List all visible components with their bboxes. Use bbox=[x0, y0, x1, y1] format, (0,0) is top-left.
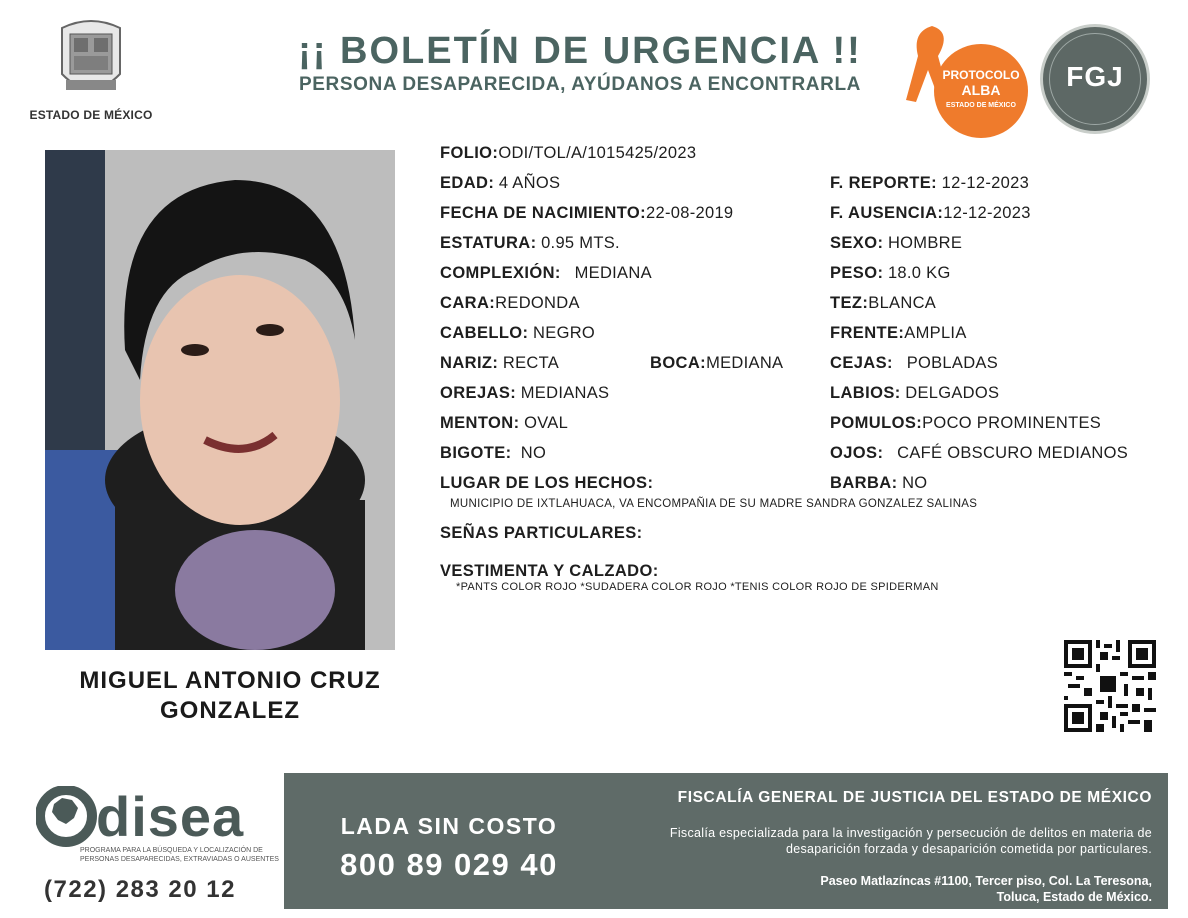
field-value: POCO PROMINENTES bbox=[922, 414, 1102, 432]
field-value: MEDIANA bbox=[574, 264, 652, 282]
child-portrait-icon bbox=[45, 150, 395, 650]
field-label: VESTIMENTA Y CALZADO: bbox=[440, 562, 659, 580]
odisea-logo bbox=[36, 784, 279, 914]
fgj-address-line1: Paseo Matlazíncas #1100, Tercer piso, Col. La Teresona, bbox=[820, 874, 1152, 888]
alba-line3: ESTADO DE MÉXICO bbox=[946, 102, 1016, 109]
field-label: BOCA: bbox=[650, 354, 707, 372]
field-label: CABELLO: bbox=[440, 324, 529, 342]
field-pomulos bbox=[830, 414, 1101, 433]
alba-line1: PROTOCOLO bbox=[942, 68, 1020, 82]
field-complexion bbox=[440, 264, 652, 283]
field-label: BIGOTE: bbox=[440, 444, 512, 462]
field-value: NEGRO bbox=[533, 324, 596, 342]
state-name: ESTADO DE MÉXICO bbox=[29, 108, 153, 122]
field-value: 0.95 MTS. bbox=[541, 234, 620, 252]
field-value: 12-12-2023 bbox=[943, 204, 1031, 222]
field-value: RECTA bbox=[502, 354, 560, 372]
coat-of-arms-icon bbox=[56, 18, 126, 102]
field-value: 4 AÑOS bbox=[498, 174, 561, 192]
field-label: POMULOS: bbox=[830, 414, 923, 432]
field-label: FOLIO: bbox=[440, 144, 499, 162]
field-label: LUGAR DE LOS HECHOS: bbox=[440, 474, 654, 492]
field-value: AMPLIA bbox=[904, 324, 967, 342]
field-label: OREJAS: bbox=[440, 384, 517, 402]
field-estatura bbox=[440, 234, 620, 253]
field-lugar-value: MUNICIPIO DE IXTLAHUACA, VA ENCOMPAÑIA DE SU MADRE SANDRA GONZALEZ SALINAS bbox=[450, 498, 978, 510]
field-boca bbox=[650, 354, 783, 373]
field-vestimenta bbox=[440, 562, 659, 581]
field-label: OJOS: bbox=[830, 444, 884, 462]
fgj-logo-text: FGJ bbox=[1066, 61, 1124, 92]
field-label: PESO: bbox=[830, 264, 884, 282]
page-subtitle: PERSONA DESAPARECIDA, AYÚDANOS A ENCONTRARLA bbox=[299, 74, 861, 95]
field-lugar bbox=[440, 474, 653, 493]
qr-code-icon[interactable] bbox=[1064, 640, 1156, 732]
field-value: 12-12-2023 bbox=[941, 174, 1030, 192]
field-label: MENTON: bbox=[440, 414, 520, 432]
field-bigote bbox=[440, 444, 546, 463]
field-label: LABIOS: bbox=[830, 384, 901, 402]
field-edad bbox=[440, 174, 560, 193]
field-labios bbox=[830, 384, 999, 403]
field-nacimiento bbox=[440, 204, 733, 223]
field-label: BARBA: bbox=[830, 474, 898, 492]
field-frente bbox=[830, 324, 967, 343]
field-barba bbox=[830, 474, 927, 493]
alba-badge bbox=[934, 44, 1028, 138]
field-peso bbox=[830, 264, 951, 283]
field-cejas bbox=[830, 354, 998, 373]
field-value: 22-08-2019 bbox=[646, 204, 734, 222]
page-title: ¡¡ BOLETÍN DE URGENCIA !! bbox=[298, 30, 862, 72]
field-menton bbox=[440, 414, 568, 433]
field-value: DELGADOS bbox=[905, 384, 1000, 402]
field-sexo bbox=[830, 234, 962, 253]
field-label: SEXO: bbox=[830, 234, 884, 252]
field-label: CEJAS: bbox=[830, 354, 893, 372]
lada-label: LADA SIN COSTO bbox=[340, 813, 558, 839]
fgj-logo bbox=[1040, 24, 1150, 134]
field-orejas bbox=[440, 384, 609, 403]
field-label: ESTATURA: bbox=[440, 234, 537, 252]
person-name: MIGUEL ANTONIO CRUZ GONZALEZ bbox=[79, 667, 381, 724]
field-label: NARIZ: bbox=[440, 354, 499, 372]
field-cabello bbox=[440, 324, 595, 343]
odisea-description: PROGRAMA PARA LA BÚSQUEDA Y LOCALIZACIÓN DE PERSONAS DESAPARECIDAS, EXTRAVIADAS O AUSENTES bbox=[80, 847, 279, 863]
field-ojos bbox=[830, 444, 1128, 463]
field-nariz bbox=[440, 354, 559, 373]
estado-de-mexico-logo bbox=[26, 18, 156, 122]
field-label: SEÑAS PARTICULARES: bbox=[440, 524, 643, 542]
field-value: OVAL bbox=[524, 414, 569, 432]
fgj-address-line2: Toluca, Estado de México. bbox=[996, 890, 1152, 904]
field-label: EDAD: bbox=[440, 174, 495, 192]
footer-contact-panel bbox=[284, 773, 1168, 909]
field-value: ODI/TOL/A/1015425/2023 bbox=[498, 144, 697, 162]
odisea-phone[interactable]: (722) 283 20 12 bbox=[44, 876, 236, 903]
field-label: TEZ: bbox=[830, 294, 869, 312]
field-label: F. AUSENCIA: bbox=[830, 204, 944, 222]
fgj-description: Fiscalía especializada para la investigación y persecución de delitos en materia de desaparición forzada y desaparición cometida por particulares. bbox=[669, 826, 1152, 856]
field-vestimenta-value: *PANTS COLOR ROJO *SUDADERA COLOR ROJO *TENIS COLOR ROJO DE SPIDERMAN bbox=[456, 581, 939, 593]
field-reporte bbox=[830, 174, 1029, 193]
field-label: CARA: bbox=[440, 294, 496, 312]
field-label: FECHA DE NACIMIENTO: bbox=[440, 204, 646, 222]
field-value: NO bbox=[520, 444, 547, 462]
field-senas bbox=[440, 524, 643, 543]
protocolo-alba-logo bbox=[902, 22, 1032, 132]
field-value: CAFÉ OBSCURO MEDIANOS bbox=[897, 444, 1129, 462]
field-label: COMPLEXIÓN: bbox=[440, 264, 561, 282]
field-folio bbox=[440, 144, 696, 163]
odisea-wordmark: disea bbox=[96, 785, 245, 848]
field-ausencia bbox=[830, 204, 1031, 223]
field-tez bbox=[830, 294, 936, 313]
field-value: REDONDA bbox=[495, 294, 580, 312]
lada-phone-number[interactable]: 800 89 029 40 bbox=[340, 847, 558, 882]
field-value: NO bbox=[902, 474, 928, 492]
field-cara bbox=[440, 294, 580, 313]
field-value: BLANCA bbox=[868, 294, 937, 312]
field-value: MEDIANA bbox=[706, 354, 784, 372]
field-label: FRENTE: bbox=[830, 324, 905, 342]
field-value: MEDIANAS bbox=[520, 384, 610, 402]
fgj-heading: FISCALÍA GENERAL DE JUSTICIA DEL ESTADO DE MÉXICO bbox=[677, 789, 1152, 806]
alba-line2: ALBA bbox=[961, 82, 1001, 98]
field-label: F. REPORTE: bbox=[830, 174, 938, 192]
field-value: HOMBRE bbox=[887, 234, 963, 252]
person-photo bbox=[45, 150, 395, 650]
fgj-address bbox=[592, 873, 1152, 905]
field-value: 18.0 KG bbox=[887, 264, 951, 282]
field-value: POBLADAS bbox=[906, 354, 999, 372]
